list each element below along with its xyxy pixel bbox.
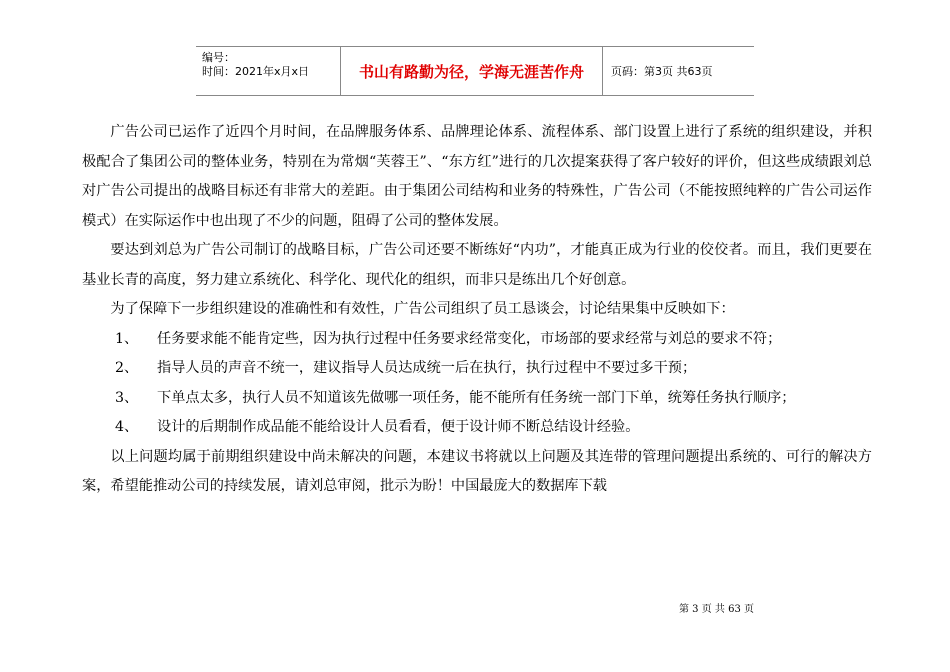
list-item-text: 下单点太多，执行人员不知道该先做哪一项任务，能不能所有任务统一部门下单，统筹任务执行顺序；: [157, 389, 796, 406]
list-item-text: 设计的后期制作成品能不能给设计人员看看，便于设计师不断总结设计经验。: [157, 419, 640, 435]
paragraph-1: 广告公司已运作了近四个月时间，在品牌服务体系、品牌理论体系、流程体系、部门设置上进行了系统的组织建设，并积极配合了集团公司的整体业务，特别在为常烟“芙蓉王”、“东方红”进行的几次提案获得了客户较好的评价，但这些成绩跟刘总对广告公司提出的战略目标还有非常大的差距。由于集团公司结构和业务的特殊性，广告公司（不能按照纯粹的广告公司运作模式）在实际运作中也出现了不少的问题，阻碍了公司的整体发展。: [82, 124, 872, 229]
list-item: [82, 413, 872, 443]
page-footer: 第 3 页 共 63 页: [679, 604, 754, 615]
list-item-number: 2、: [115, 360, 139, 376]
header-number-label: 编号：: [202, 51, 235, 64]
list-item: [82, 384, 872, 414]
document-body: [82, 118, 872, 502]
list-item-text: 指导人员的声音不统一，建议指导人员达成统一后在执行，执行过程中不要过多干预；: [157, 360, 697, 376]
list-item-number: 3、: [115, 389, 139, 406]
list-item: [82, 325, 872, 355]
list-item-number: 1、: [115, 330, 139, 347]
page-header: [196, 46, 754, 96]
closing-paragraph: 以上问题均属于前期组织建设中尚未解决的问题，本建议书将就以上问题及其连带的管理问题提出系统的、可行的解决方案，希望能推动公司的持续发展，请刘总审阅，批示为盼！中国最庞大的数据库下载: [82, 448, 872, 494]
paragraph-2: 要达到刘总为广告公司制订的战略目标，广告公司还要不断练好“内功”，才能真正成为行业的佼佼者。而且，我们更要在基业长青的高度，努力建立系统化、科学化、现代化的组织，而非只是练出几个好创意。: [82, 242, 872, 288]
header-motto: 书山有路勤为径，学海无涯苦作舟: [341, 47, 603, 95]
header-time-label: 时间：2021年x月x日: [202, 65, 310, 78]
list-item: [82, 354, 872, 384]
paragraph-3: 为了保障下一步组织建设的准确性和有效性，广告公司组织了员工恳谈会，讨论结果集中反映如下：: [110, 301, 735, 317]
list-item-number: 4、: [115, 419, 139, 435]
header-meta: [196, 47, 341, 95]
header-page-info: 页码：第3页 共63页: [611, 65, 713, 78]
list-item-text: 任务要求能不能肯定些，因为执行过程中任务要求经常变化，市场部的要求经常与刘总的要求不符；: [157, 330, 782, 347]
